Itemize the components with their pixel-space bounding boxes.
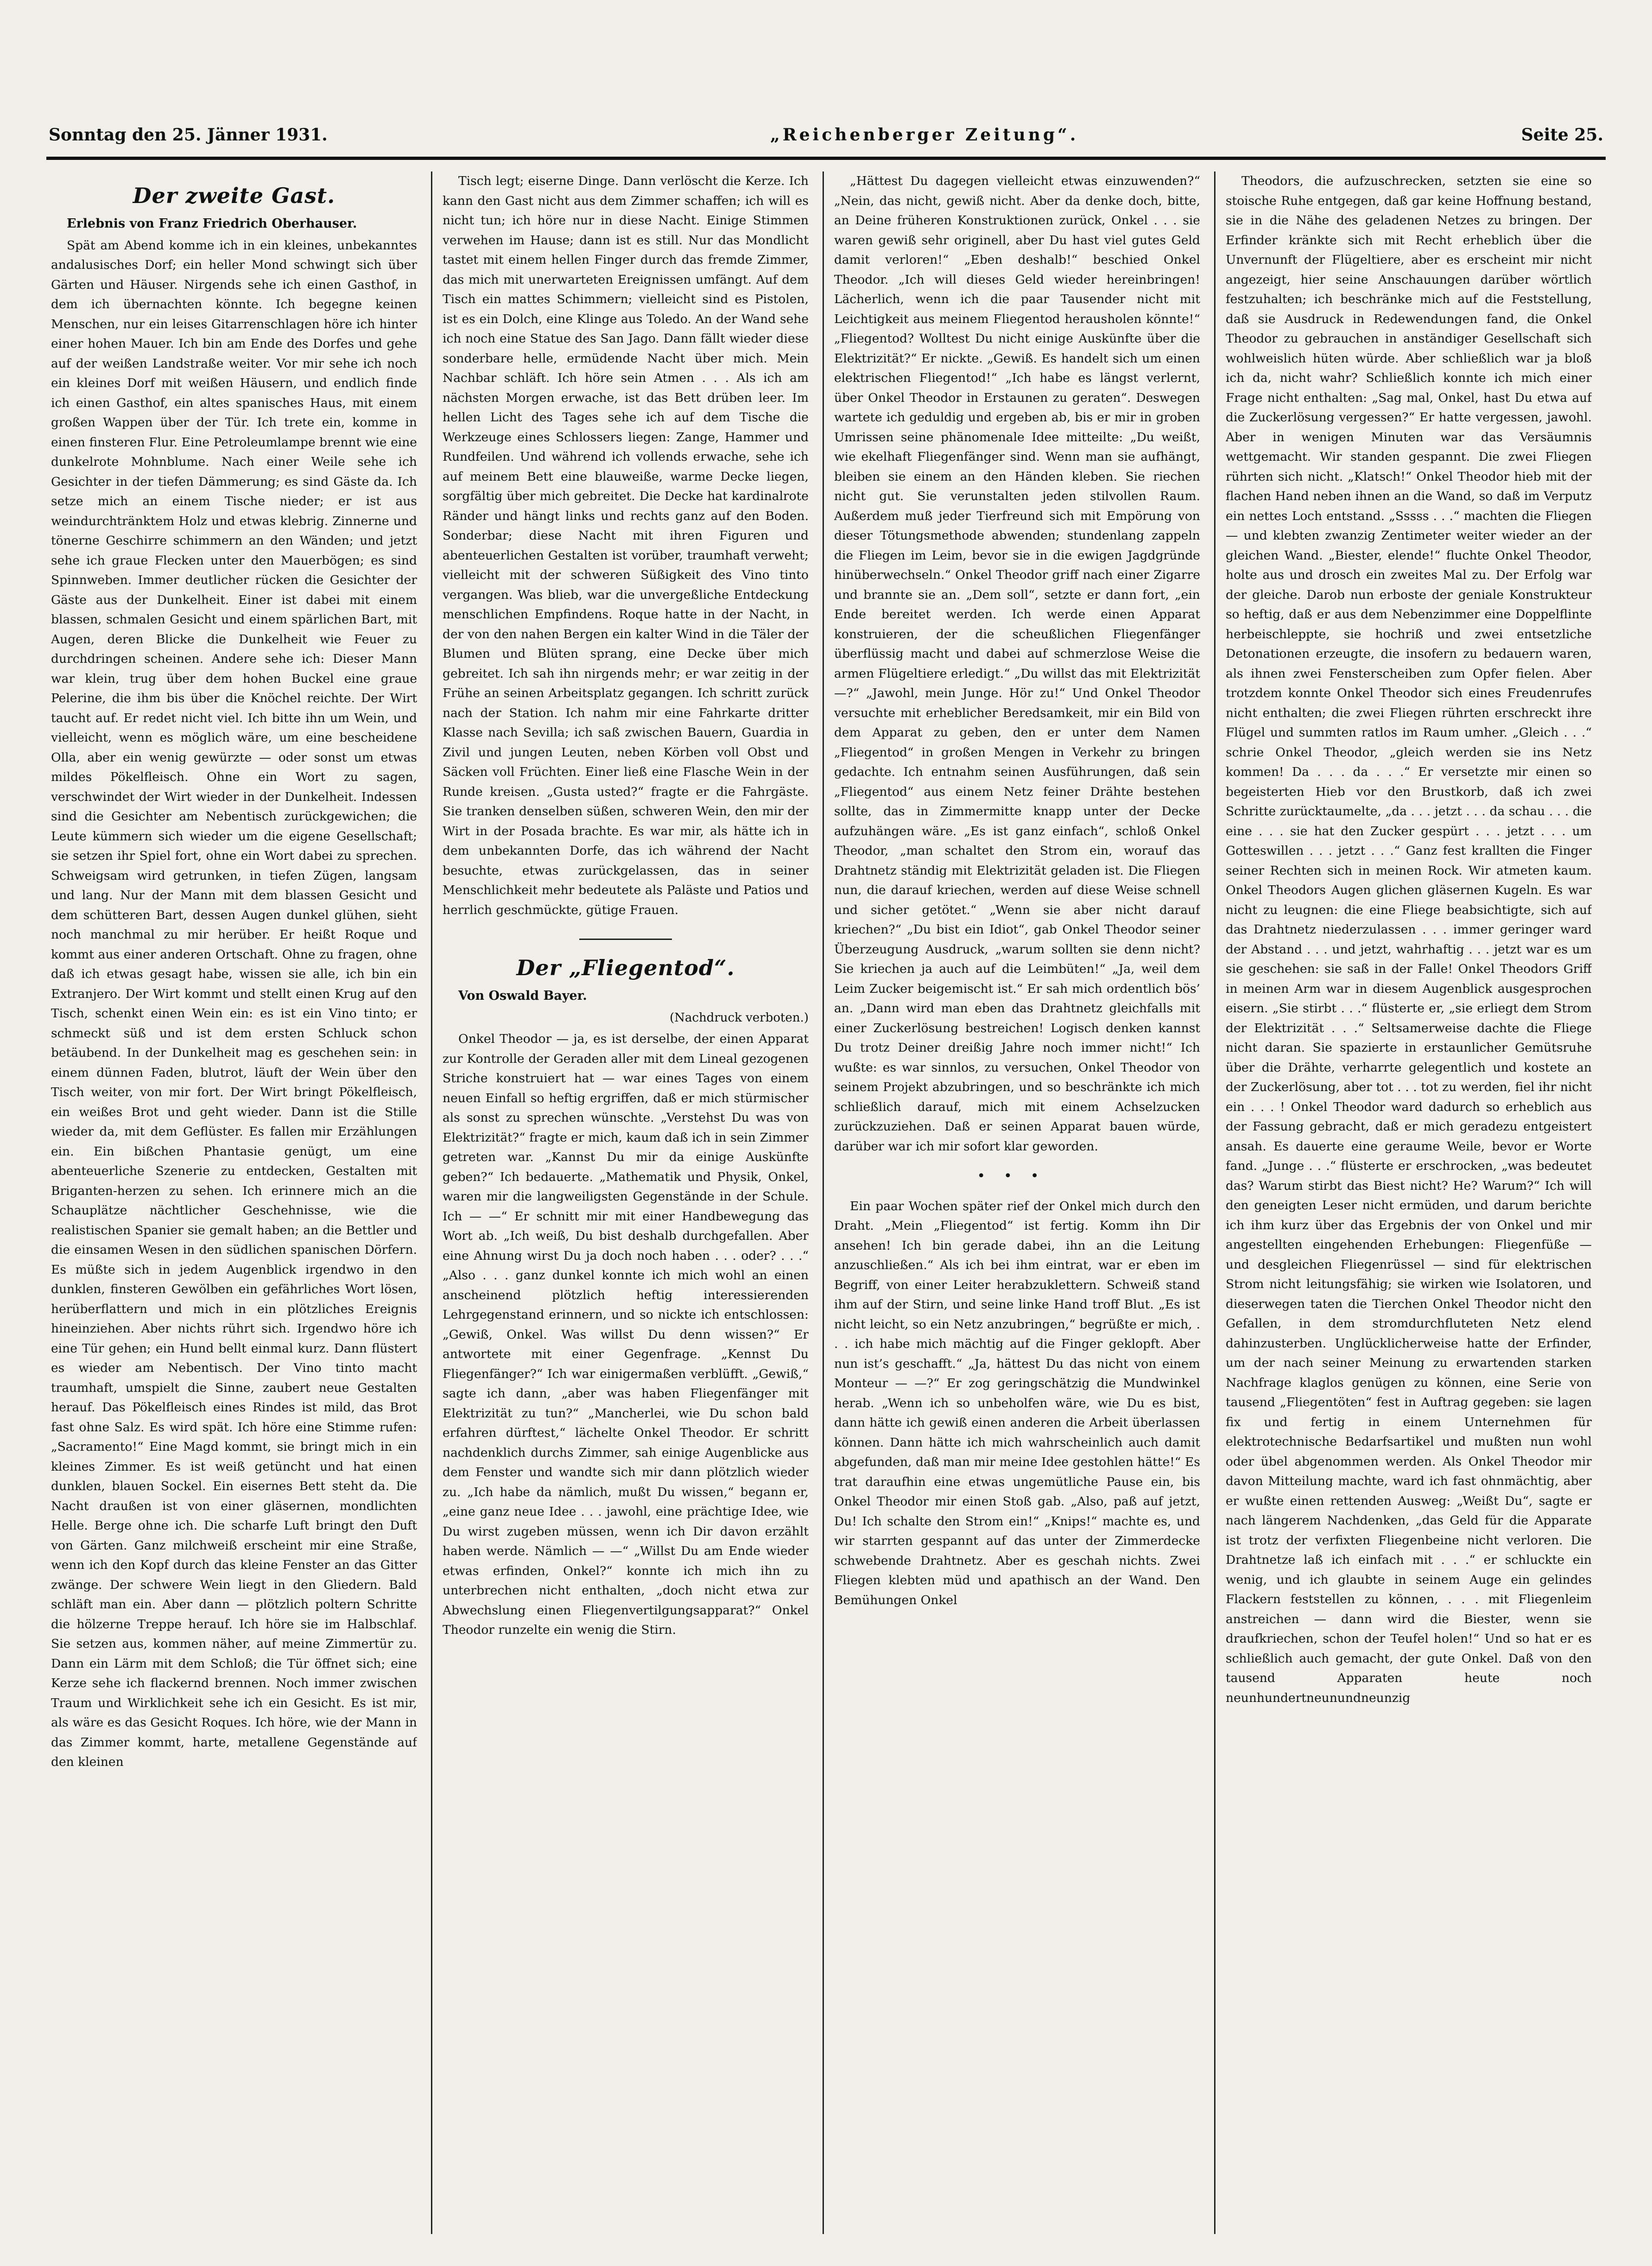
newspaper-name: „Reichenberger Zeitung“.: [770, 125, 1079, 145]
page-header: [49, 125, 1603, 153]
article-text: Theodors, die aufzuschrecken, setzten sie eine so stoische Ruhe entgegen, daß gar keine Hoffnung bestand, sie in die Nähe des geladenen Netzes zu bringen. Der Erfinder kränkte sich mit Recht erheblich über die Unvernunft der Flügeltiere, aber es erscheint mir nicht angezeigt, hier seine Anschauungen darüber wörtlich festzuhalten; ich beschränke mich auf die Feststellung, daß sie Ausdruck in Redewendungen fand, die Onkel Theodor zu gebrauchen in anständiger Gesellschaft sich wohlweislich hüten würde. Aber schließlich war ja bloß ich da, nicht wahr? Schließlich konnte ich mich einer Frage nicht enthalten: „Sag mal, Onkel, hast Du etwa auf die Zuckerlösung vergessen?“ Er hatte vergessen, jawohl. Aber in wenigen Minuten war das Versäumnis wettgemacht. Wir standen gespannt. Die zwei Fliegen rührten sich nicht. „Klatsch!“ Onkel Theodor hieb mit der flachen Hand neben ihnen an die Wand, so daß im Verputz ein nettes Loch entstand. „Sssss . . .“ machten die Fliegen — und klebten zwanzig Zentimeter weiter wieder an der gleichen Wand. „Biester, elende!“ fluchte Onkel Theodor, holte aus und drosch ein zweites Mal zu. Der Erfolg war der gleiche. Darob nun erboste der geniale Konstrukteur so heftig, daß er aus dem Nebenzimmer eine Doppelflinte herbeischleppte, sie hochriß und zwei entsetzliche Detonationen erzeugte, die insofern zu bedauern waren, als ihnen zwei Fensterscheiben zum Opfer fielen. Aber trotzdem konnte Onkel Theodor sich eines Freudenrufes nicht enthalten; die zwei Fliegen rührten erschreckt ihre Flügel und summten ratlos im Raum umher. „Gleich . . .“ schrie Onkel Theodor, „gleich werden sie ins Netz kommen! Da . . . da . . .“ Er versetzte mir einen so begeisterten Hieb vor den Brustkorb, daß ich zwei Schritte zurücktaumelte, „da . . . jetzt . . . da schau . . . die eine . . . sie hat den Zucker gespürt . . . jetzt . . . um Gotteswillen . . . jetzt . . .“ Ganz fest krallten die Finger seiner Rechten sich in meinen Rock. Wir atmeten kaum. Onkel Theodors Augen glichen gläsernen Kugeln. Es war nicht zu leugnen: die eine Fliege beabsichtigte, sich auf das Drahtnetz niederzulassen . . . immer geringer ward der Abstand . . . und jetzt, wahrhaftig . . . jetzt war es um sie geschehen: sie saß in der Falle! Onkel Theodors Griff in meinen Arm war in diesem Augenblick ausgesprochen eisern. „Sie stirbt . . .“ flüsterte er, „sie erliegt dem Strom der Elektrizität . . .“ Seltsamerweise dachte die Fliege nicht daran. Sie spazierte in erstaunlicher Gemütsruhe über die Drähte, verharrte gelegentlich und kostete an der Zuckerlösung, aber tot . . . tot zu werden, fiel ihr nicht ein . . . ! Onkel Theodor ward dadurch so erheblich aus der Fassung gebracht, daß er mich geradezu entgeistert ansah. Es dauerte eine geraume Weile, bevor er Worte fand. „Junge . . .“ flüsterte er erschrocken, „was bedeutet das? Warum stirbt das Biest nicht? He? Warum?“ Ich will den geneigten Leser nicht ermüden, und darum berichte ich ihm kurz über das Ergebnis der von Onkel und mir angestellten eingehenden Erhebungen: Fliegenfüße — und desgleichen Fliegenrüssel — sind für elektrischen Strom nicht leitungsfähig; sie wirken wie Isolatoren, und dieserwegen taten die Tierchen Onkel Theodor nicht den Gefallen, in dem stromdurchfluteten Netz elend dahinzusterben. Unglücklicherweise hatte der Erfinder, um der nach seiner Meinung zu erwartenden starken Nachfrage klaglos genügen zu können, eine Serie von tausend „Fliegentöten“ fest in Auftrag gegeben: sie lagen fix und fertig in einem Unternehmen für elektrotechnische Bedarfsartikel und mußten nun wohl oder übel abgenommen werden. Als Onkel Theodor mir davon Mitteilung machte, ward ich fast ohnmächtig, aber er wußte einen rettenden Ausweg: „Weißt Du“, sagte er nach längerem Nachdenken, „das Geld für die Apparate ist trotz der verfixten Fliegenbeine nicht verloren. Die Drahtnetze laß ich einfach mit . . .“ er schluckte ein wenig, und ich glaubte in seinem Auge ein gelindes Flackern feststellen zu können, . . . mit Fliegenleim anstreichen — dann wird die Biester, wenn sie draufkriechen, schon der Teufel holen!“ Und so hat er es schließlich auch gemacht, der gute Onkel. Daß von den tausend Apparaten heute noch neunhundertneunundneunzig: [1226, 174, 1592, 1705]
header-rule: [46, 157, 1606, 160]
column-2: [443, 171, 809, 2234]
page-number: Seite 25.: [1521, 125, 1603, 145]
article-text: Ein paar Wochen später rief der Onkel mich durch den Draht. „Mein „Fliegentod“ ist fertig. Komm ihn Dir ansehen! Ich bin gerade dabei, ihn an die Leitung anzuschließen.“ Als ich bei ihm eintrat, war er eben im Begriff, von einer Leiter herabzuklettern. Schweiß stand ihm auf der Stirn, und seine linke Hand troff Blut. „Es ist nicht leicht, so ein Netz anzubringen,“ begrüßte er mich, . . . ich habe mich mächtig auf die Finger geklopft. Aber nun ist’s geschafft.“ „Ja, hättest Du das nicht von einem Monteur — —?“ Er zog geringschätzig die Mundwinkel herab. „Wenn ich so unbeholfen wäre, wie Du es bist, dann hätte ich gewiß einen anderen die Arbeit überlassen können. Dann hätte ich mich wahrscheinlich auch damit abgefunden, daß man mir meine Idee gestohlen hätte!“ Es trat daraufhin eine etwas ungemütliche Pause ein, bis Onkel Theodor mir einen Stoß gab. „Also, paß auf jetzt, Du! Ich schalte den Strom ein!“ „Knips!“ machte es, und wir starrten gespannt auf das unter der Zimmerdecke schwebende Drahtnetz. Aber es geschah nichts. Zwei Fliegen klebten müd und apathisch an der Wand. Den Bemühungen Onkel: [834, 1199, 1200, 1607]
column-rule: [1214, 171, 1215, 2234]
issue-date: Sonntag den 25. Jänner 1931.: [49, 125, 328, 145]
column-rule: [823, 171, 824, 2234]
section-break: •••: [977, 1168, 1057, 1184]
column-4: [1226, 171, 1592, 2234]
article-text: „Hättest Du dagegen vielleicht etwas einzuwenden?“ „Nein, das nicht, gewiß nicht. Aber da denke doch, bitte, an Deine früheren Konstruktionen zurück, Onkel . . . sie waren gewiß sehr originell, aber Du hast viel gutes Geld damit verloren!“ „Eben deshalb!“ beschied Onkel Theodor. „Ich will dieses Geld wieder hereinbringen! Lächerlich, wenn ich die paar Tausender nicht mit Leichtigkeit aus meinem Fliegentod herausholen könnte!“ „Fliegentod? Wolltest Du nicht einige Auskünfte über die Elektrizität?“ Er nickte. „Gewiß. Es handelt sich um einen elektrischen Fliegentod!“ „Ich habe es längst verlernt, über Onkel Theodor in Erstaunen zu geraten“. Deswegen wartete ich geduldig und ergeben ab, bis er mir in groben Umrissen seine phänomenale Idee mitteilte: „Du weißt, wie ekelhaft Fliegenfänger sind. Wenn man sie aufhängt, bleiben sie einem an den Händen kleben. Sie riechen nicht gut. Sie verunstalten jeden stilvollen Raum. Außerdem muß jeder Tierfreund sich mit Empörung von dieser Tötungsmethode abwenden; stundenlang zappeln die Fliegen im Leim, bevor sie in die ewigen Jagdgründe hinüberwechseln.“ Onkel Theodor griff nach einer Zigarre und brannte sie an. „Dem soll“, setzte er dann fort, „ein Ende bereitet werden. Ich werde einen Apparat konstruieren, der die scheußlichen Fliegenfänger überflüssig macht und dabei auf schmerzlose Weise die armen Flügeltiere erledigt.“ „Du willst das mit Elektrizität —?“ „Jawohl, mein Junge. Hör zu!“ Und Onkel Theodor versuchte mit erheblicher Beredsamkeit, mir ein Bild von dem Apparat zu geben, den er unter dem Namen „Fliegentod“ in großen Mengen in Verkehr zu bringen gedachte. Ich entnahm seinen Ausführungen, daß sein „Fliegentod“ aus einem Netz feiner Drähte bestehen sollte, das in Zimmermitte knapp unter der Decke aufzuhängen wäre. „Es ist ganz einfach“, schloß Onkel Theodor, „man schaltet den Strom ein, worauf das Drahtnetz ständig mit Elektrizität geladen ist. Die Fliegen nun, die darauf kriechen, werden auf diese Weise schnell und sicher getötet.“ „Wenn sie aber nicht darauf kriechen?“ „Du bist ein Idiot“, gab Onkel Theodor seiner Überzeugung Ausdruck, „warum sollten sie denn nicht? Sie kriechen ja auch auf die Leimbüten!“ „Ja, weil dem Leim Zucker beigemischt ist.“ Er sah mich ordentlich bös’ an. „Dann wird man eben das Drahtnetz gleichfalls mit einer Zuckerlösung bestreichen! Logisch denken kannst Du trotz Deiner dreißig Jahre noch immer nicht!“ Ich wußte: es war sinnlos, zu versuchen, Onkel Theodor von seinem Projekt abzubringen, und so beschränkte ich mich schließlich darauf, mich mit einem Achselzucken zurückzuziehen. Daß er seinen Apparat bauen würde, darüber war ich mir sofort klar geworden.: [834, 174, 1200, 1154]
reprint-note: (Nachdruck verboten.): [670, 1010, 809, 1025]
article-title: Der „Fliegentod“.: [516, 955, 735, 980]
article-byline: Von Oswald Bayer.: [458, 989, 587, 1003]
column-3: [834, 171, 1200, 2234]
column-rule: [431, 171, 432, 2234]
column-1: [51, 171, 417, 2234]
article-title: Der zweite Gast.: [133, 183, 335, 208]
article-text: Spät am Abend komme ich in ein kleines, unbekanntes andalusisches Dorf; ein heller Mond schwingt sich über Gärten und Häuser. Nirgends sehe ich einen Gasthof, in dem ich übernachten könnte. Ich begegne keinen Menschen, nur ein leises Gitarrenschlagen höre ich hinter einer hohen Mauer. Ich bin am Ende des Dorfes und gehe auf der weißen Landstraße weiter. Vor mir sehe ich noch ein kleines Dorf mit weißen Häusern, und endlich finde ich einen Gasthof, ein altes spanisches Haus, mit einem großen Wappen über der Tür. Ich trete ein, komme in einen finsteren Flur. Eine Petroleumlampe brennt wie eine dunkelrote Mohnblume. Nach einer Weile sehe ich Gesichter in der tiefen Dämmerung; es sind Gäste da. Ich setze mich an einem Tische nieder; er ist aus weindurchtränktem Holz und etwas klebrig. Zinnerne und tönerne Geschirre schimmern an den Wänden; und jetzt sehe ich graue Flecken unter den Mauerbögen; es sind Spinnweben. Immer deutlicher rücken die Gesichter der Gäste aus der Dunkelheit. Einer ist dabei mit einem blassen, schmalen Gesicht und einem spärlichen Bart, mit Augen, deren Blicke die Dunkelheit wie Feuer zu durchdringen scheinen. Andere sehe ich: Dieser Mann war klein, trug über dem hohen Buckel eine graue Pelerine, die ihm bis über die Knöchel reichte. Der Wirt taucht auf. Er redet nicht viel. Ich bitte ihn um Wein, und vielleicht, wenn es möglich wäre, um eine bescheidene Olla, aber ein wenig gewürzte — oder sonst um etwas mildes Pökelfleisch. Ohne ein Wort zu sagen, verschwindet der Wirt wieder in der Dunkelheit. Indessen sind die Gesichter am Nebentisch zurückgewichen; die Leute kümmern sich wieder um die eigene Gesellschaft; sie setzen ihr Spiel fort, ohne ein Wort dabei zu sprechen. Schweigsam wird getrunken, in tiefen Zügen, langsam und lang. Nur der Mann mit dem blassen Gesicht und dem schütteren Bart, dessen Augen dunkel glühen, sieht noch manchmal zu mir herüber. Er heißt Roque und kommt aus einer anderen Ortschaft. Ohne zu fragen, ohne daß ich etwas gesagt habe, wissen sie alle, ich bin ein Extranjero. Der Wirt kommt und stellt einen Krug auf den Tisch, schenkt einen Wein ein: es ist ein Vino tinto; er schmeckt süß und ist dem ersten Schluck schon betäubend. In der Dunkelheit mag es geschehen sein: in einem dünnen Faden, blutrot, läuft der Wein über den Tisch weiter, von mir fort. Der Wirt bringt Pökelfleisch, ein weißes Brot und geht wieder. Dann ist die Stille wieder da, mit dem Geflüster. Es fallen mir Erzählungen ein. Ein bißchen Phantasie genügt, um eine abenteuerliche Szenerie zu entdecken, Gestalten mit Briganten-herzen zu sehen. Ich erinnere mich an die Schauplätze nächtlicher Geschehnisse, wie die realistischen Spanier sie gemalt haben; an die Bettler und die einsamen Wesen in den südlichen spanischen Dörfern. Es müßte sich in jedem Augenblick irgendwo in den dunklen, finsteren Gewölben ein gefährliches Wort lösen, herüberflattern und mich in ein plötzliches Ereignis hineinziehen. Aber nichts rührt sich. Irgendwo höre ich eine Tür gehen; ein Hund bellt einmal kurz. Dann flüstert es wieder am Nebentisch. Der Vino tinto macht traumhaft, umspielt die Sinne, zaubert neue Gestalten herauf. Das Pökelfleisch eines Rindes ist mild, das Brot fast ohne Salz. Es wird spät. Ich höre eine Stimme rufen: „Sacramento!“ Eine Magd kommt, sie bringt mich in ein kleines Zimmer. Es ist weiß getüncht und hat einen dunklen, blauen Sockel. Ein eisernes Bett steht da. Die Nacht draußen ist von einer gläsernen, mondlichten Helle. Berge ohne ich. Die scharfe Luft bringt den Duft von Gärten. Ganz milchweiß erscheint mir eine Straße, wenn ich den Kopf durch das kleine Fenster an das Gitter zwänge. Der schwere Wein liegt in den Gliedern. Bald schläft man ein. Aber dann — plötzlich poltern Schritte die hölzerne Treppe herauf. Ich höre sie im Halbschlaf. Sie setzen aus, kommen näher, auf meine Zimmertür zu. Dann ein Lärm mit dem Schloß; die Tür öffnet sich; eine Kerze sehe ich flackernd brennen. Noch immer zwischen Traum und Wirklichkeit sehe ich ein Gesicht. Es ist mir, als wäre es das Gesicht Roques. Ich höre, wie der Mann in das Zimmer kommt, harte, metallene Gegenstände auf den kleinen: [51, 238, 417, 1769]
article-text: Onkel Theodor — ja, es ist derselbe, der einen Apparat zur Kontrolle der Geraden aller mit dem Lineal gezogenen Striche konstruiert hat — war eines Tages von einem neuen Einfall so heftig ergriffen, daß er mich stürmischer als sonst zu sprechen wünschte. „Verstehst Du was von Elektrizität?“ fragte er mich, kaum daß ich in sein Zimmer getreten war. „Kannst Du mir da einige Auskünfte geben?“ Ich bedauerte. „Mathematik und Physik, Onkel, waren mir die langweiligsten Gegenstände in der Schule. Ich — —“ Er schnitt mir mit einer Handbewegung das Wort ab. „Ich weiß, Du bist deshalb durchgefallen. Aber eine Ahnung wirst Du ja doch noch haben . . . oder? . . .“ „Also . . . ganz dunkel konnte ich mich wohl an einen anscheinend plötzlich heftig interessierenden Lehrgegenstand erinnern, und so nickte ich entschlossen: „Gewiß, Onkel. Was willst Du denn wissen?“ Er antwortete mit einer Gegenfrage. „Kennst Du Fliegenfänger?“ Ich war einigermaßen verblüfft. „Gewiß,“ sagte ich dann, „aber was haben Fliegenfänger mit Elektrizität zu tun?“ „Mancherlei, wie Du schon bald erfahren dürftest,“ lächelte Onkel Theodor. Er schritt nachdenklich durchs Zimmer, sah einige Augenblicke aus dem Fenster und wandte sich mir dann plötzlich wieder zu. „Ich habe da nämlich, mußt Du wissen,“ begann er, „eine ganz neue Idee . . . jawohl, eine prächtige Idee, wie Du wirst zugeben müssen, wenn ich Dir davon erzählt haben werde. Nämlich — —“ „Willst Du am Ende wieder etwas erfinden, Onkel?“ konnte ich mich ihn zu unterbrechen nicht enthalten, „doch nicht etwa zur Abwechslung einen Fliegenvertilgungsapparat?“ Onkel Theodor runzelte ein wenig die Stirn.: [443, 1032, 809, 1637]
article-text: Tisch legt; eiserne Dinge. Dann verlöscht die Kerze. Ich kann den Gast nicht aus dem Zimmer schaffen; ich will es nicht tun; ich höre nur in diese Nacht. Einige Stimmen verwehen im Hause; dann ist es still. Nur das Mondlicht tastet mit einem hellen Finger durch das fremde Zimmer, das mich mit unerwarteten Ereignissen umfängt. Auf dem Tisch ein mattes Schimmern; vielleicht sind es Pistolen, ist es ein Dolch, eine Klinge aus Toledo. An der Wand sehe ich noch eine Statue des San Jago. Dann fällt wieder diese sonderbare helle, ermüdende Nacht über mich. Mein Nachbar schläft. Ich höre sein Atmen . . . Als ich am nächsten Morgen erwache, ist das Bett drüben leer. Im hellen Licht des Tages sehe ich auf dem Tische die Werkzeuge eines Schlossers liegen: Zange, Hammer und Rundfeilen. Und während ich vollends erwache, sehe ich auf meinem Bett eine blauweiße, warme Decke liegen, sorgfältig über mich gebreitet. Die Decke hat kardinalrote Ränder und hängt links und rechts ganz auf den Boden. Sonderbar; diese Nacht mit ihren Figuren und abenteuerlichen Gestalten ist vorüber, traumhaft verweht; vielleicht mit der schweren Süßigkeit des Vino tinto vergangen. Was blieb, war die unvergeßliche Entdeckung menschlichen Empfindens. Roque hatte in der Nacht, in der von den nahen Bergen ein kalter Wind in die Täler der Blumen und Blüten sprang, eine Decke über mich gebreitet. Ich sah ihn nirgends mehr; er war zeitig in der Frühe an seinen Arbeitsplatz gegangen. Ich schritt zurück nach der Station. Ich nahm mir eine Fahrkarte dritter Klasse nach Sevilla; ich saß zwischen Bauern, Guardia in Zivil und jungen Leuten, neben Körben voll Obst und Säcken voll Früchten. Einer ließ eine Flasche Wein in der Runde kreisen. „Gusta usted?“ fragte er die Fahrgäste. Sie tranken denselben süßen, schweren Wein, den mir der Wirt in der Posada brachte. Es war mir, als hätte ich in dem unbekannten Dorfe, das ich während der Nacht besuchte, etwas zurückgelassen, das in seiner Menschlichkeit mehr bedeutete als Paläste und Patios und herrlich geschmückte, gütige Frauen.: [443, 174, 809, 917]
article-divider: [579, 939, 672, 940]
article-byline: Erlebnis von Franz Friedrich Oberhauser.: [67, 216, 357, 231]
